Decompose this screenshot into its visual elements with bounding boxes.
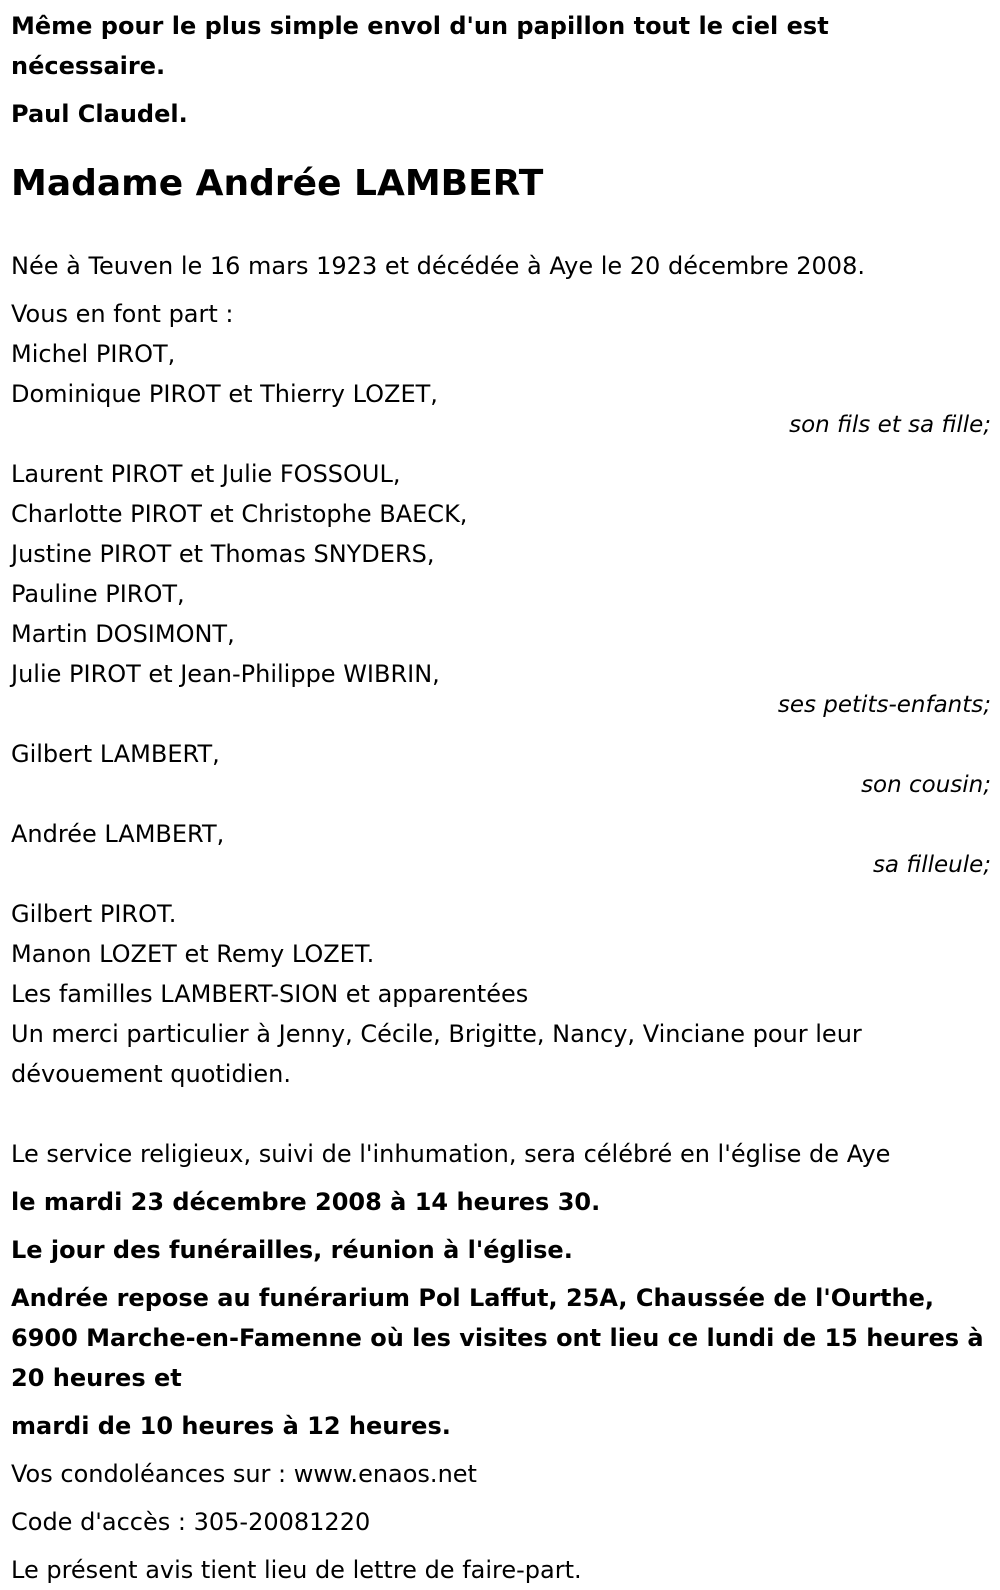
other-name: Gilbert PIROT. <box>11 900 177 928</box>
announcers-section <box>11 294 991 1094</box>
condolences-link: Vos condoléances sur : www.enaos.net <box>11 1460 477 1488</box>
birth-death-line: Née à Teuven le 16 mars 1923 et décédée à Aye le 20 décembre 2008. <box>11 252 865 280</box>
family-name: Charlotte PIROT et Christophe BAECK, <box>11 500 468 528</box>
family-name: Andrée LAMBERT, <box>11 820 225 848</box>
epigraph-author: Paul Claudel. <box>11 100 188 128</box>
family-name: Dominique PIROT et Thierry LOZET, <box>11 380 438 408</box>
family-name: Justine PIROT et Thomas SNYDERS, <box>11 540 435 568</box>
family-group-goddaughter <box>11 814 991 877</box>
service-intro: Le service religieux, suivi de l'inhumation, sera célébré en l'église de Aye <box>11 1140 891 1168</box>
relation-label: ses petits-enfants; <box>777 692 991 718</box>
epigraph-quote: Même pour le plus simple envol d'un papillon tout le ciel est nécessaire. <box>11 12 829 80</box>
obituary-notice <box>11 6 991 1590</box>
other-name: Manon LOZET et Remy LOZET. <box>11 940 375 968</box>
family-group-grandchildren <box>11 454 991 717</box>
relation-label: sa filleule; <box>872 852 991 878</box>
relation-label: son fils et sa fille; <box>789 412 991 438</box>
other-name: Les familles LAMBERT-SION et apparentées <box>11 980 529 1008</box>
deceased-name: Madame Andrée LAMBERT <box>11 163 544 204</box>
service-date: le mardi 23 décembre 2008 à 14 heures 30. <box>11 1188 601 1216</box>
family-name: Michel PIROT, <box>11 340 176 368</box>
family-name: Gilbert LAMBERT, <box>11 740 220 768</box>
other-family <box>11 894 991 1014</box>
notice-text: Le présent avis tient lieu de lettre de faire-part. <box>11 1556 582 1584</box>
relation-label: son cousin; <box>861 772 991 798</box>
visitation-info: Andrée repose au funérarium Pol Laffut, 25A, Chaussée de l'Ourthe, 6900 Marche-en-Famenne où les visites ont lieu ce lundi de 15 heures à 20 heures et <box>11 1284 984 1392</box>
family-name: Julie PIROT et Jean-Philippe WIBRIN, <box>11 660 440 688</box>
thanks-text: Un merci particulier à Jenny, Cécile, Brigitte, Nancy, Vinciane pour leur dévouement quotidien. <box>11 1020 862 1088</box>
family-name: Pauline PIROT, <box>11 580 185 608</box>
family-group-children <box>11 334 991 437</box>
announcers-intro: Vous en font part : <box>11 300 234 328</box>
family-name: Laurent PIROT et Julie FOSSOUL, <box>11 460 401 488</box>
access-code: Code d'accès : 305-20081220 <box>11 1508 371 1536</box>
family-group-cousin <box>11 734 991 797</box>
service-meeting: Le jour des funérailles, réunion à l'église. <box>11 1236 573 1264</box>
family-name: Martin DOSIMONT, <box>11 620 235 648</box>
visitation-info-2: mardi de 10 heures à 12 heures. <box>11 1412 451 1440</box>
